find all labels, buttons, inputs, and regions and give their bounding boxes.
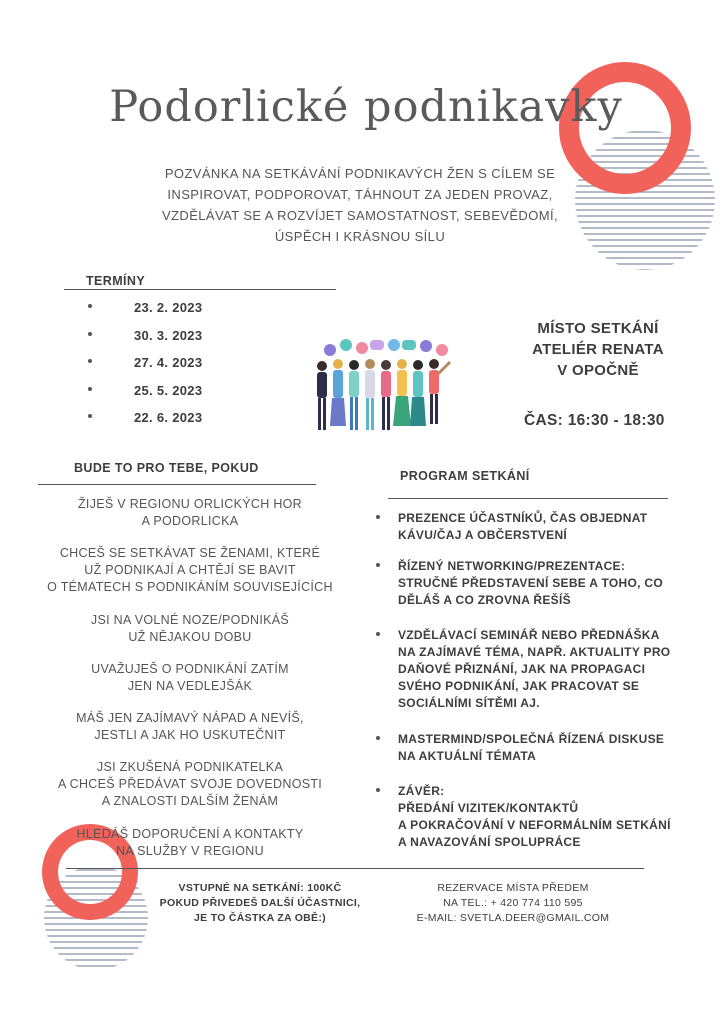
date-text: 30. 3. 2023 <box>134 327 203 343</box>
date-text: 25. 5. 2023 <box>134 382 203 398</box>
reservation-phone: NA TEL.: + 420 774 110 595 <box>443 897 583 909</box>
program-line: ŘÍZENÝ NETWORKING/PREZENTACE: <box>398 559 626 573</box>
program-line: A POKRAČOVÁNÍ V NEFORMÁLNÍM SETKÁNÍ <box>398 818 671 832</box>
fee-line: POKUD PŘIVEDEŠ DALŠÍ ÚČASTNICI, <box>159 897 361 909</box>
fee-line: VSTUPNÉ NA SETKÁNÍ: 100KČ <box>178 882 342 894</box>
condition-line: MÁŠ JEN ZAJÍMAVÝ NÁPAD A NEVÍŠ, <box>76 711 304 725</box>
condition-item <box>40 826 340 860</box>
condition-line: HLEDÁŠ DOPORUČENÍ A KONTAKTY <box>76 827 304 841</box>
program-line: STRUČNÉ PŘEDSTAVENÍ SEBE A TOHO, CO <box>398 576 663 590</box>
bullet-icon <box>376 632 380 636</box>
reservation-email: E-MAIL: SVETLA.DEER@GMAIL.COM <box>416 912 610 924</box>
program-item <box>374 731 674 765</box>
subtitle-line: ÚSPĚCH I KRÁSNOU SÍLU <box>274 229 446 244</box>
condition-line: JESTLI A JAK HO USKUTEČNIT <box>94 728 286 742</box>
program-item <box>374 558 674 609</box>
subtitle-line: INSPIROVAT, PODPOROVAT, TÁHNOUT ZA JEDEN PROVAZ, <box>167 187 553 202</box>
condition-line: UVAŽUJEŠ O PODNIKÁNÍ ZATÍM <box>91 662 289 676</box>
entry-fee-block <box>150 881 370 926</box>
program-divider <box>388 498 668 499</box>
reservation-block <box>400 881 626 926</box>
conditions-heading: BUDE TO PRO TEBE, POKUD <box>74 461 259 475</box>
date-text: 27. 4. 2023 <box>134 355 203 370</box>
date-text: 23. 2. 2023 <box>134 300 203 315</box>
date-item <box>88 300 288 328</box>
program-line: MASTERMIND/SPOLEČNÁ ŘÍZENÁ DISKUSE <box>398 732 665 746</box>
condition-item <box>40 710 340 744</box>
condition-line: A ZNALOSTI DALŠÍM ŽENÁM <box>101 794 279 808</box>
fee-line: JE TO ČÁSTKA ZA OBĚ:) <box>194 912 326 924</box>
venue-block <box>500 318 696 381</box>
venue-name: ATELIÉR RENATA <box>532 341 664 358</box>
bullet-icon <box>88 332 92 336</box>
program-line: KÁVU/ČAJ A OBČERSTVENÍ <box>398 528 568 542</box>
bullet-icon <box>376 788 380 792</box>
condition-line: UŽ NĚJAKOU DOBU <box>128 630 252 644</box>
program-line: DĚLÁŠ A CO ZROVNA ŘEŠÍŠ <box>398 593 571 607</box>
venue-town: V OPOČNĚ <box>557 362 639 379</box>
dates-list <box>88 300 288 438</box>
program-line: VZDĚLÁVACÍ SEMINÁŘ NEBO PŘEDNÁŠKA <box>398 628 660 642</box>
bullet-icon <box>88 387 92 391</box>
date-item <box>88 355 288 383</box>
program-line: PŘEDÁNÍ VIZITEK/KONTAKTŮ <box>398 801 579 815</box>
condition-line: ŽIJEŠ V REGIONU ORLICKÝCH HOR <box>77 497 302 511</box>
dates-divider <box>64 289 336 290</box>
condition-line: JSI NA VOLNÉ NOZE/PODNIKÁŠ <box>90 613 290 627</box>
condition-line: O TÉMATECH S PODNIKÁNÍM SOUVISEJÍCÍCH <box>47 580 333 594</box>
program-list <box>374 510 674 851</box>
footer-divider <box>66 868 644 869</box>
bullet-icon <box>376 563 380 567</box>
condition-line: A CHCEŠ PŘEDÁVAT SVOJE DOVEDNOSTI <box>57 777 323 791</box>
invitation-subtitle <box>140 163 580 247</box>
bullet-icon <box>88 359 92 363</box>
condition-item <box>40 545 340 596</box>
condition-item <box>40 661 340 695</box>
program-line: SOCIÁLNÍMI SÍTĚMI AJ. <box>398 696 540 710</box>
dates-heading: TERMÍNY <box>86 274 146 288</box>
date-item <box>88 328 288 356</box>
conditions-divider <box>38 484 316 485</box>
venue-label: MÍSTO SETKÁNÍ <box>537 320 659 337</box>
program-line: NA ZAJÍMAVÉ TÉMA, NAPŘ. AKTUALITY PRO <box>398 645 671 659</box>
condition-line: NA SLUŽBY V REGIONU <box>116 844 264 858</box>
condition-line: JSI ZKUŠENÁ PODNIKATELKA <box>96 760 284 774</box>
women-group-illustration <box>308 334 464 436</box>
program-item <box>374 627 674 712</box>
date-item <box>88 410 288 438</box>
condition-line: A PODORLICKA <box>141 514 239 528</box>
page-title: Podorlické podnikavky <box>109 82 623 132</box>
program-line: NA AKTUÁLNÍ TÉMATA <box>398 749 537 763</box>
bullet-icon <box>376 515 380 519</box>
condition-line: UŽ PODNIKAJÍ A CHTĚJÍ SE BAVIT <box>84 563 296 577</box>
reservation-line: REZERVACE MÍSTA PŘEDEM <box>437 882 589 894</box>
program-line: ZÁVĚR: <box>398 784 445 798</box>
program-item <box>374 783 674 851</box>
bullet-icon <box>88 304 92 308</box>
date-text: 22. 6. 2023 <box>134 410 203 425</box>
meeting-time: ČAS: 16:30 - 18:30 <box>524 412 665 429</box>
program-line: DAŇOVÉ PŘIZNÁNÍ, JAK NA PROPAGACI <box>398 662 646 676</box>
program-item <box>374 510 674 544</box>
program-line: A NAVAZOVÁNÍ SPOLUPRÁCE <box>398 835 581 849</box>
program-line: SVÉHO PODNIKÁNÍ, JAK PRACOVAT SE <box>398 679 640 693</box>
condition-line: JEN NA VEDLEJŠÁK <box>127 679 253 693</box>
program-line: PREZENCE ÚČASTNÍKŮ, ČAS OBJEDNAT <box>398 511 648 525</box>
program-heading: PROGRAM SETKÁNÍ <box>400 469 530 483</box>
date-item <box>88 383 288 411</box>
subtitle-line: VZDĚLÁVAT SE A ROZVÍJET SAMOSTATNOST, SEBEVĚDOMÍ, <box>162 208 558 223</box>
bullet-icon <box>376 736 380 740</box>
condition-item <box>40 759 340 810</box>
condition-line: CHCEŠ SE SETKÁVAT SE ŽENAMI, KTERÉ <box>59 546 321 560</box>
bullet-icon <box>88 414 92 418</box>
condition-item <box>40 612 340 646</box>
subtitle-line: POZVÁNKA NA SETKÁVÁNÍ PODNIKAVÝCH ŽEN S CÍLEM SE <box>164 166 556 181</box>
condition-item <box>40 496 340 530</box>
conditions-list <box>40 496 340 875</box>
